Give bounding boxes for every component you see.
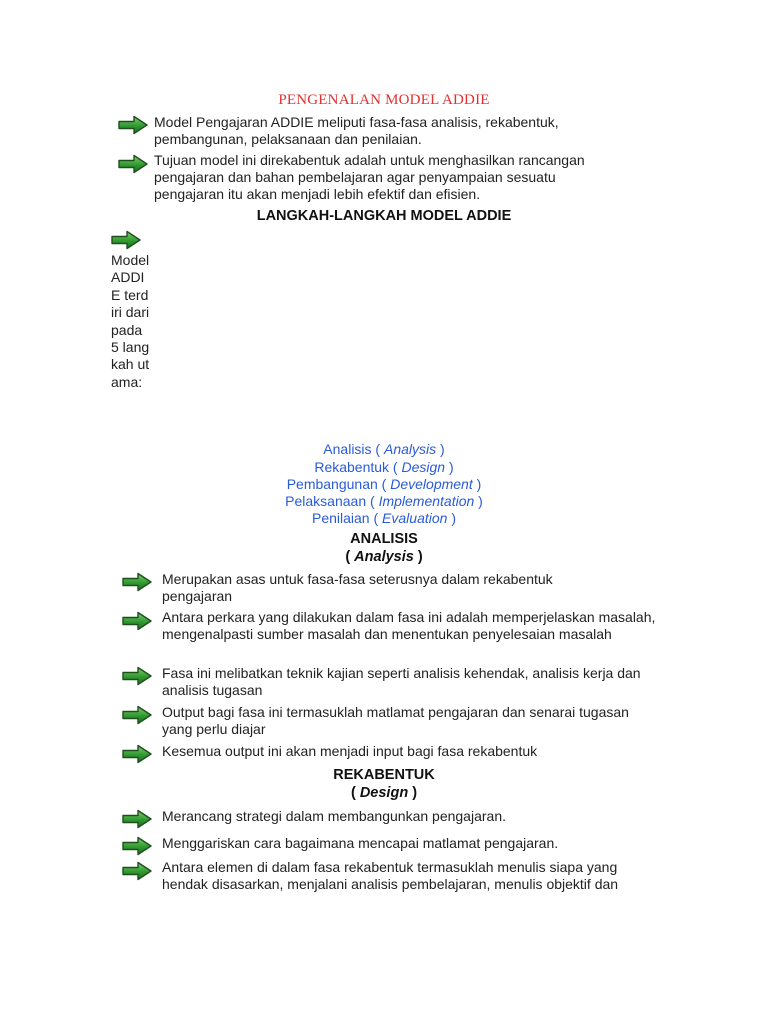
step-development: Pembangunan ( Development ) (286, 476, 482, 492)
step-implementation: Pelaksanaan ( Implementation ) (285, 493, 483, 509)
green-arrow-icon (111, 230, 141, 250)
analisis-heading: ANALISIS (350, 531, 418, 547)
analisis-subheading: ( Analysis ) (345, 549, 423, 565)
green-arrow-icon (122, 666, 152, 686)
green-arrow-icon (122, 705, 152, 725)
rekabentuk-item-1: Merancang strategi dalam membangunkan pengajaran. (162, 808, 506, 824)
green-arrow-icon (118, 115, 148, 135)
steps-heading: LANGKAH-LANGKAH MODEL ADDIE (256, 208, 512, 224)
analisis-item-1: Merupakan asas untuk fasa-fasa seterusnya dalam rekabentuk pengajaran (162, 571, 553, 604)
step-evaluation: Penilaian ( Evaluation ) (311, 510, 456, 526)
analisis-item-5: Kesemua output ini akan menjadi input bagi fasa rekabentuk (162, 743, 538, 759)
green-arrow-icon (122, 572, 152, 592)
green-arrow-icon (122, 611, 152, 631)
analisis-item-2: Antara perkara yang dilakukan dalam fasa ini adalah memperjelaskan masalah, mengenalpasti sumber masalah dan menentukan penyelesaian masalah (162, 609, 656, 642)
rekabentuk-item-3: Antara elemen di dalam fasa rekabentuk termasuklah menulis siapa yang hendak disasarkan, menjalani analisis pembelajaran, menulis objektif dan (162, 859, 619, 892)
page-title: PENGENALAN MODEL ADDIE (278, 92, 490, 108)
rekabentuk-heading: REKABENTUK (333, 767, 435, 783)
green-arrow-icon (122, 861, 152, 881)
green-arrow-icon (122, 836, 152, 856)
green-arrow-icon (118, 154, 148, 174)
step-analysis: Analisis ( Analysis ) (323, 441, 445, 457)
rekabentuk-item-2: Menggariskan cara bagaimana mencapai matlamat pengajaran. (162, 835, 559, 851)
intro-text-2: Tujuan model ini direkabentuk adalah untuk menghasilkan rancangan pengajaran dan bahan pembelajaran agar penyampaian sesuatu pengajaran itu akan menjadi lebih efektif dan efisien. (154, 152, 585, 202)
intro-text-1: Model Pengajaran ADDIE meliputi fasa-fasa analisis, rekabentuk, pembangunan, pelaksanaan dan penilaian. (154, 114, 559, 147)
analisis-item-3: Fasa ini melibatkan teknik kajian seperti analisis kehendak, analisis kerja dan analisis tugasan (162, 665, 641, 698)
steps-intro-text: Model ADDIE terdiri daripada 5 langkah utama: (111, 252, 150, 390)
rekabentuk-subheading: ( Design ) (350, 785, 418, 801)
analisis-item-4: Output bagi fasa ini termasuklah matlamat pengajaran dan senarai tugasan yang perlu diajar (162, 704, 629, 737)
green-arrow-icon (122, 809, 152, 829)
green-arrow-icon (122, 744, 152, 764)
step-design: Rekabentuk ( Design ) (314, 459, 454, 475)
